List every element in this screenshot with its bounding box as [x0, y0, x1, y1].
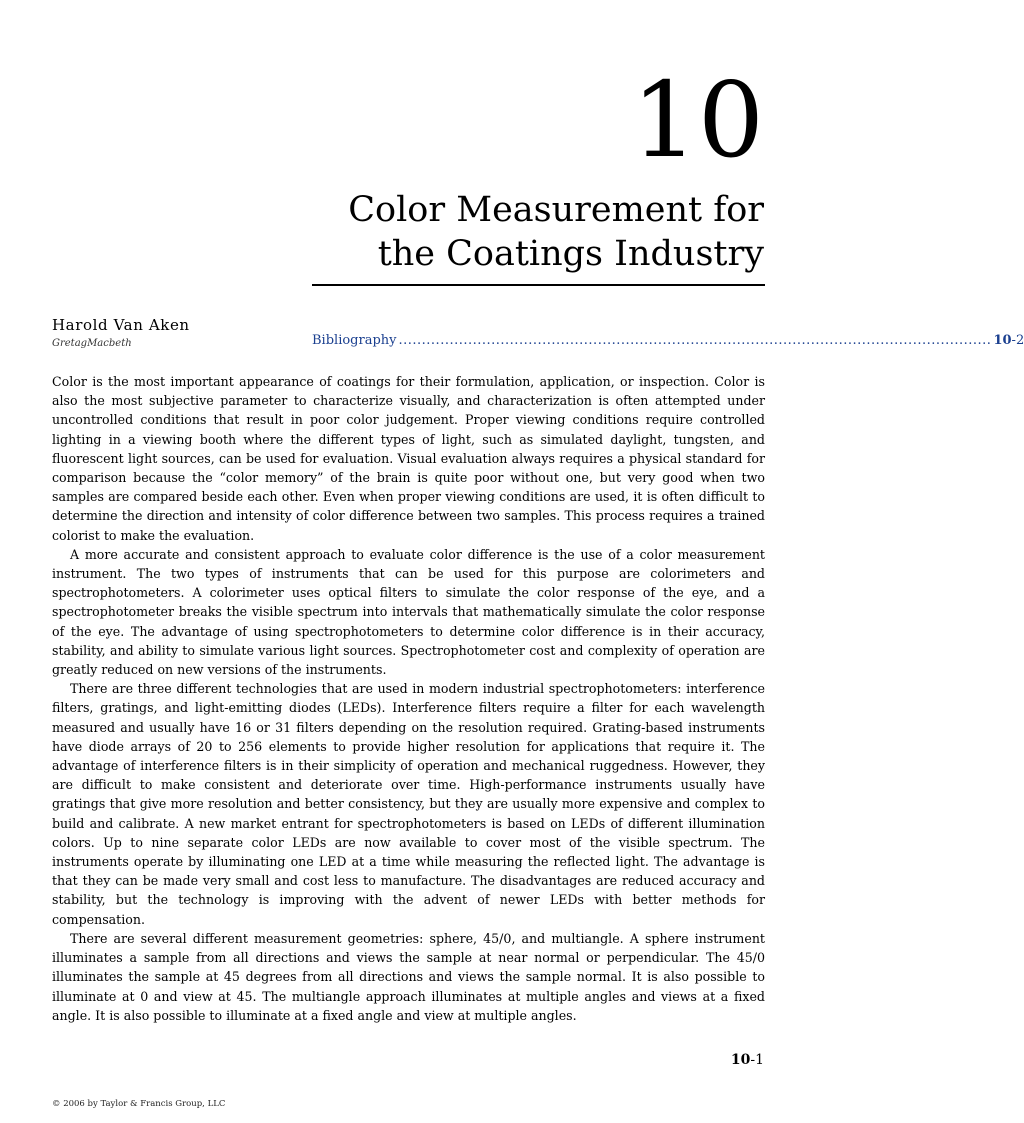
paragraph: A more accurate and consistent approach to evaluate color difference is the use of a color measurement instrument. The two types of instruments that can be used for this purpose are colorimeters and spectrophotometers. A colorimeter uses optical filters to simulate the color response of the eye, and a spectrophotometer breaks the visible spectrum into intervals that mathematically simulate the color response of the eye. The advantage of using spectrophotometers to determine color difference is in their accuracy, stability, and ability to simulate various light sources. Spectrophotometer cost and complexity of operation are greatly reduced on new versions of the instruments.	[52, 546, 765, 678]
chapter-title-line-2: the Coatings Industry	[377, 234, 764, 274]
chapter-title-line-1: Color Measurement for	[348, 190, 764, 230]
toc-page-chapter: 10	[993, 333, 1012, 348]
folio-sep: -	[750, 1052, 756, 1068]
toc-entry-bibliography[interactable]	[312, 333, 1024, 348]
body-text	[52, 372, 765, 1025]
toc-page-num: 2	[1015, 333, 1024, 348]
chapter-title	[348, 188, 764, 276]
paragraph: There are three different technologies that are used in modern industrial spectrophotometers: interference filters, gratings, and light-emitting diodes (LEDs). Interference filters require a filter for each wavelength measured and usually have 16 or 31 filters depending on the resolution required. Grating-based instruments have diode arrays of 20 to 256 elements to provide higher resolution for applications that require it. The advantage of interference filters is in their simplicity of operation and mechanical ruggedness. However, they are difficult to make consistent and deteriorate over time. High-performance instruments usually have gratings that give more resolution and better consistency, but they are usually more expensive and complex to build and calibrate. A new market entrant for spectrophotometers is based on LEDs of different illumination colors. Up to nine separate color LEDs are now available to cover most of the visible spectrum. The instruments operate by illuminating one LED at a time while measuring the reflected light. The advantage is that they can be made very small and cost less to manufacture. The disadvantages are reduced accuracy and stability, but the technology is improving with the advent of newer LEDs with better methods for compensation.	[52, 681, 765, 927]
title-divider	[312, 284, 765, 286]
folio-page: 1	[755, 1052, 764, 1068]
toc-leader-dots: ................................................................................................................................	[398, 333, 992, 348]
paragraph: There are several different measurement geometries: sphere, 45/0, and multiangle. A sphere instrument illuminates a sample from all directions and views the sample at near normal or perpendicular. The 45/0 illuminates the sample at 45 degrees from all directions and views the sample normal. It is also possible to illuminate at 0 and view at 45. The multiangle approach illuminates at multiple angles and views at a fixed angle. It is also possible to illuminate at a fixed angle and view at multiple angles.	[52, 930, 765, 1023]
author-affiliation: GretagMacbeth	[52, 338, 132, 349]
toc-page-number[interactable]	[993, 333, 1024, 348]
toc-page-sep: -	[1011, 333, 1016, 348]
page-number	[731, 1052, 764, 1068]
copyright-notice: © 2006 by Taylor & Francis Group, LLC	[52, 1099, 226, 1109]
author-name: Harold Van Aken	[52, 316, 190, 334]
paragraph: Color is the most important appearance of coatings for their formulation, application, or inspection. Color is also the most subjective parameter to characterize visually, and characterization is often attempted under uncontrolled conditions that result in poor color judgement. Proper viewing conditions require controlled lighting in a viewing booth where the different types of light, such as simulated daylight, tungsten, and fluorescent light sources, can be used for evaluation. Visual evaluation always requires a physical standard for comparison because the “color memory” of the brain is quite poor without one, but very good when two samples are compared beside each other. Even when proper viewing conditions are used, it is often difficult to determine the direction and intensity of color difference between two samples. This process requires a trained colorist to make the evaluation.	[52, 374, 765, 543]
toc-entry-label[interactable]: Bibliography	[312, 333, 397, 348]
chapter-number: 10	[631, 59, 764, 181]
folio-chapter: 10	[730, 1052, 751, 1068]
